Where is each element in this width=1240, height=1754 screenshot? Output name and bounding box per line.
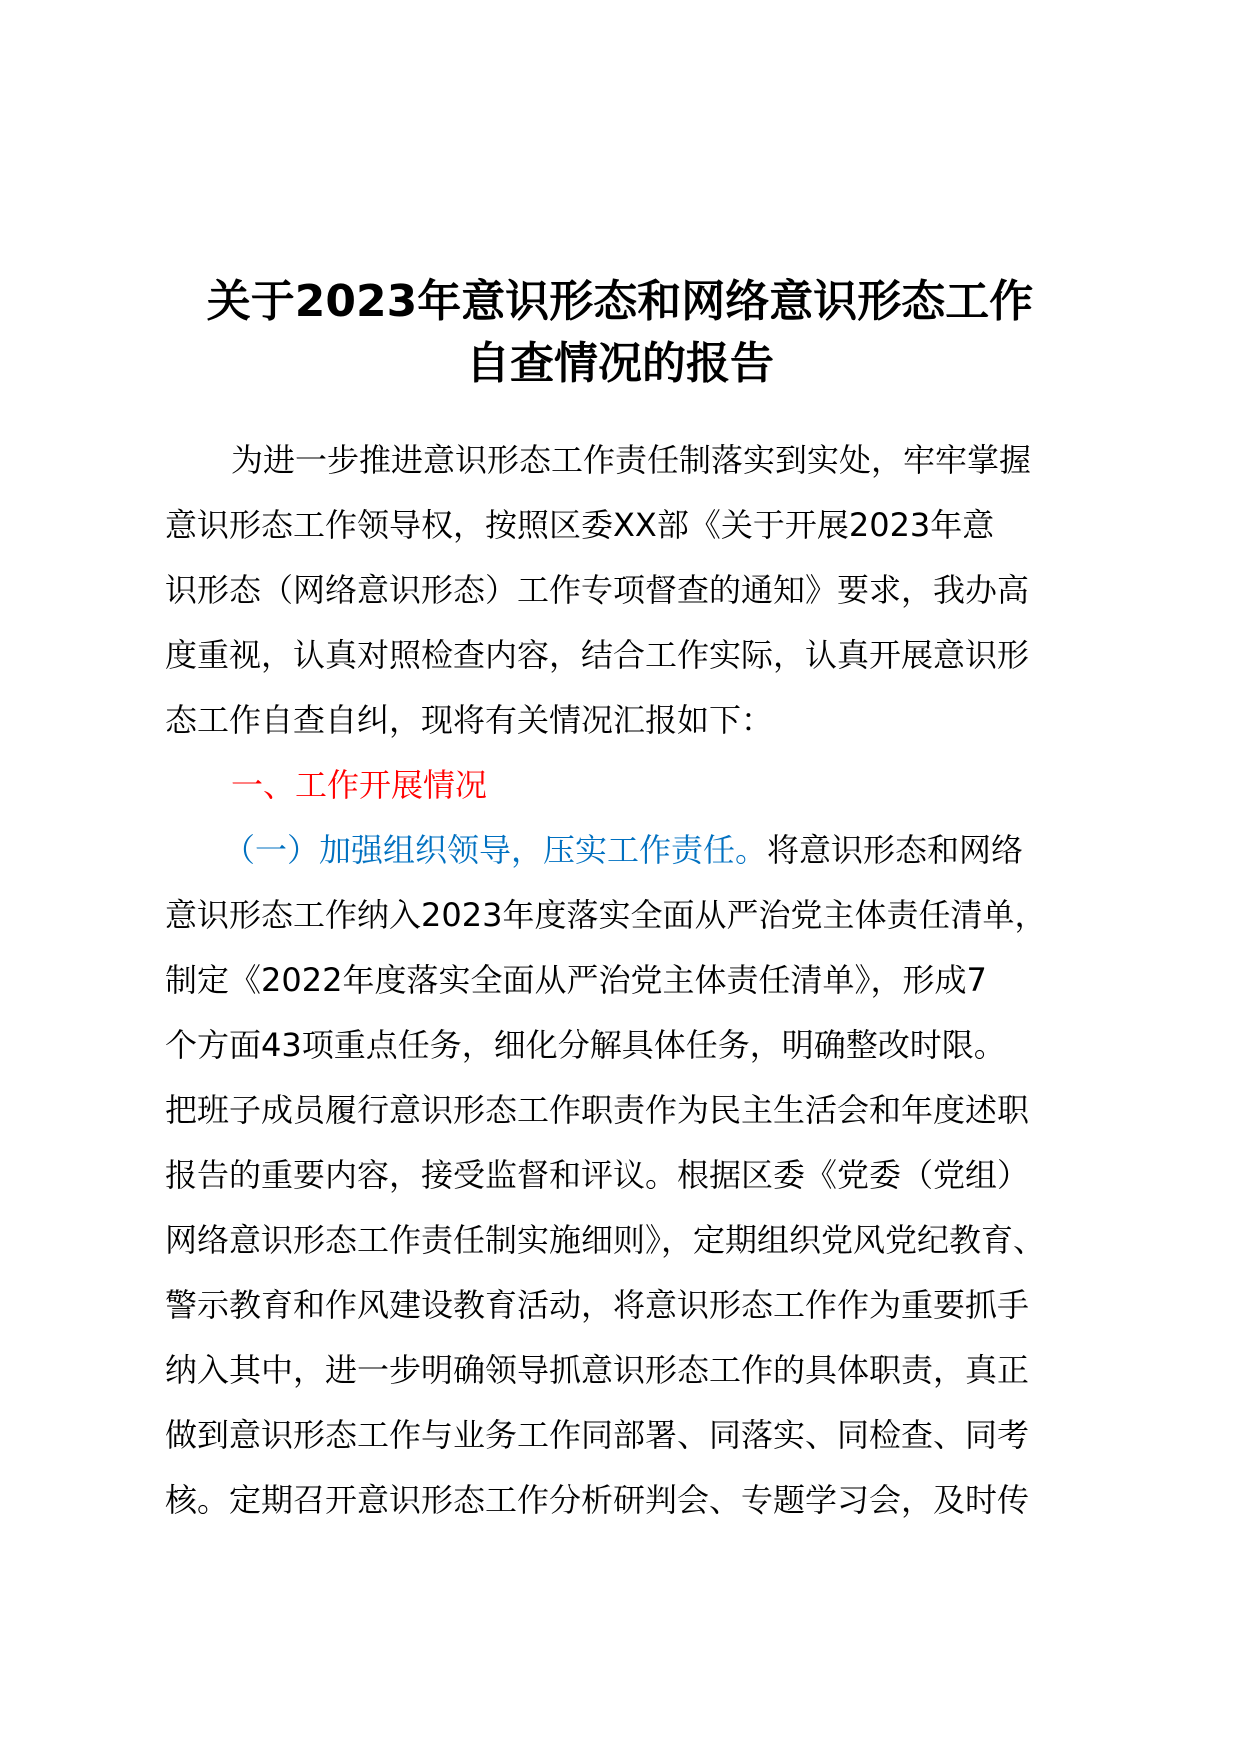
body-line: 个方面43项重点任务，细化分解具体任务，明确整改时限。 — [165, 1026, 1006, 1064]
document-body — [165, 428, 1125, 1533]
intro-line: 为进一步推进意识形态工作责任制落实到实处，牢牢掌握 — [231, 441, 1032, 479]
intro-line: 识形态（网络意识形态）工作专项督查的通知》要求，我办高 — [165, 571, 1030, 609]
intro-line: 度重视，认真对照检查内容，结合工作实际，认真开展意识形 — [165, 636, 1030, 674]
body-line: 报告的重要内容，接受监督和评议。根据区委《党委（党组） — [165, 1156, 1030, 1194]
body-line: 制定《2022年度落实全面从严治党主体责任清单》，形成7 — [165, 961, 987, 999]
body-line: 把班子成员履行意识形态工作职责作为民主生活会和年度述职 — [165, 1091, 1030, 1129]
subsection-first-line — [165, 818, 1125, 883]
intro-line: 态工作自查自纠，现将有关情况汇报如下： — [165, 701, 774, 739]
body-line: 警示教育和作风建设教育活动，将意识形态工作作为重要抓手 — [165, 1286, 1030, 1324]
body-line: 纳入其中，进一步明确领导抓意识形态工作的具体职责，真正 — [165, 1351, 1030, 1389]
subsection-text: 将意识形态和网络 — [767, 831, 1024, 869]
body-line: 做到意识形态工作与业务工作同部署、同落实、同检查、同考 — [165, 1416, 1030, 1454]
body-line: 网络意识形态工作责任制实施细则》，定期组织党风党纪教育、 — [165, 1221, 1046, 1259]
section-heading: 一、工作开展情况 — [231, 766, 488, 804]
body-line: 意识形态工作纳入2023年度落实全面从严治党主体责任清单， — [165, 896, 1047, 934]
document-title-line-2: 自查情况的报告 — [466, 338, 774, 389]
intro-line: 意识形态工作领导权，按照区委XX部《关于开展2023年意 — [165, 506, 995, 544]
body-line: 核。定期召开意识形态工作分析研判会、专题学习会，及时传 — [165, 1481, 1030, 1519]
document-title-line-1: 关于2023年意识形态和网络意识形态工作 — [206, 276, 1034, 327]
subsection-heading: （一）加强组织领导，压实工作责任。 — [223, 831, 768, 869]
